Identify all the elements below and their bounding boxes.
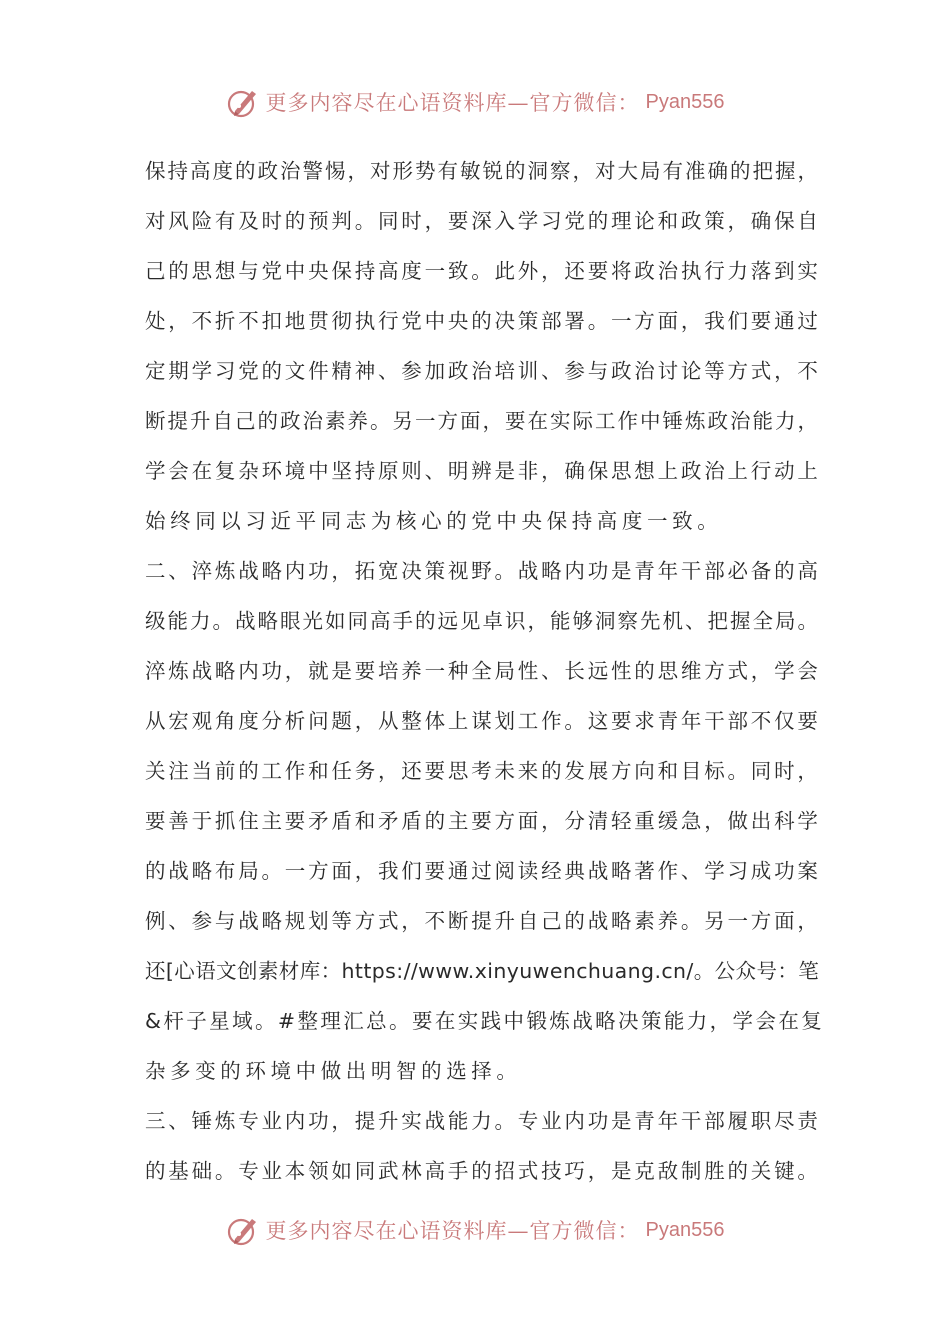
header-wechat-id: Pyan556 (645, 90, 725, 113)
body-line: 关注当前的工作和任务，还要思考未来的发展方向和目标。同时， (145, 759, 821, 783)
body-line: 级能力。战略眼光如同高手的远见卓识，能够洞察先机、把握全局。 (145, 609, 820, 633)
body-line-with-url: 还[心语文创素材库：https://www.xinyuwenchuang.cn/。公众号：笔 (145, 959, 820, 983)
body-line: 定期学习党的文件精神、参加政治培训、参与政治讨论等方式，不 (145, 359, 821, 383)
body-line: 保持高度的政治警惕，对形势有敏锐的洞察，对大局有准确的把握， (145, 159, 820, 183)
body-line: 断提升自己的政治素养。另一方面，要在实际工作中锤炼政治能力， (145, 409, 820, 433)
body-line: 从宏观角度分析问题，从整体上谋划工作。这要求青年干部不仅要 (145, 709, 821, 733)
footer-wechat-id: Pyan556 (645, 1218, 725, 1241)
section-heading-line: 二、淬炼战略内功，拓宽决策视野。战略内功是青年干部必备的高 (145, 559, 821, 583)
body-line: 要善于抓住主要矛盾和矛盾的主要方面，分清轻重缓急，做出科学 (145, 809, 821, 833)
header-watermark-banner (0, 82, 950, 122)
pen-circle-logo-icon (226, 85, 260, 119)
header-banner-text: 更多内容尽在心语资料库—官方微信： (265, 91, 640, 115)
document-body (145, 152, 825, 1202)
body-line: 对风险有及时的预判。同时，要深入学习党的理论和政策，确保自 (145, 209, 821, 233)
body-line: 的战略布局。一方面，我们要通过阅读经典战略著作、学习成功案 (145, 859, 821, 883)
body-line: 杂多变的环境中做出明智的选择。 (145, 1059, 522, 1083)
body-line: 处，不折不扣地贯彻执行党中央的决策部署。一方面，我们要通过 (145, 309, 821, 333)
body-line: &杆子星域。#整理汇总。要在实践中锻炼战略决策能力，学会在复 (145, 1009, 825, 1033)
section-heading-line: 三、锤炼专业内功，提升实战能力。专业内功是青年干部履职尽责 (145, 1109, 821, 1133)
footer-watermark-banner (0, 1210, 950, 1250)
body-line: 始终同以习近平同志为核心的党中央保持高度一致。 (145, 509, 723, 533)
footer-banner-text: 更多内容尽在心语资料库—官方微信： (265, 1219, 640, 1243)
body-line: 淬炼战略内功，就是要培养一种全局性、长远性的思维方式，学会 (145, 659, 821, 683)
body-line: 学会在复杂环境中坚持原则、明辨是非，确保思想上政治上行动上 (145, 459, 821, 483)
body-line: 的基础。专业本领如同武林高手的招式技巧，是克敌制胜的关键。 (145, 1159, 821, 1183)
pen-circle-logo-icon (226, 1213, 260, 1247)
body-line: 例、参与战略规划等方式，不断提升自己的战略素养。另一方面， (145, 909, 821, 933)
body-line: 己的思想与党中央保持高度一致。此外，还要将政治执行力落到实 (145, 259, 821, 283)
